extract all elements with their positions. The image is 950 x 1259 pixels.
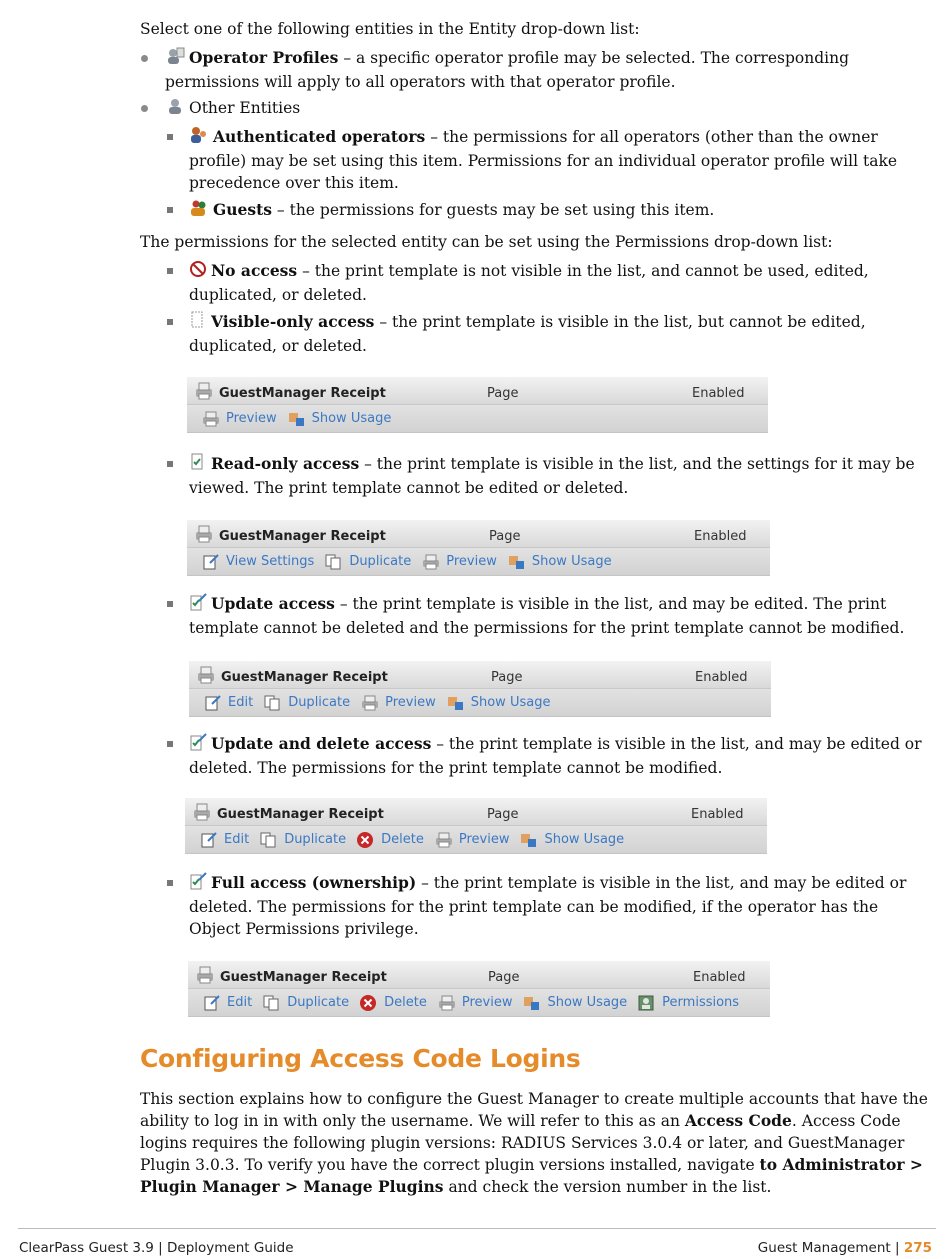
- entity-guests: Guests – the permissions for guests may be set using this item.: [189, 199, 714, 223]
- template-enabled: Enabled: [695, 670, 748, 685]
- permissions-intro: The permissions for the selected entity can be set using the Permissions drop-down list:: [140, 233, 833, 251]
- delete-icon: [359, 994, 379, 1012]
- delete-button[interactable]: Delete: [359, 992, 427, 1014]
- template-enabled: Enabled: [693, 970, 746, 985]
- bullet: [167, 268, 173, 274]
- entity-authenticated-operators: Authenticated operators – the permissions for all operators (other than the owner profile) may be set using this item. Permissions for an individual operator profile will take precedence over this item.: [189, 127, 898, 192]
- update-delete-access-icon: [189, 733, 207, 757]
- view-settings-button[interactable]: View Settings: [201, 551, 314, 573]
- template-enabled: Enabled: [691, 807, 744, 822]
- full-access-icon: [189, 872, 207, 896]
- template-name: GuestManager Receipt: [217, 807, 384, 822]
- template-enabled: Enabled: [694, 529, 747, 544]
- page-number: 275: [903, 1240, 932, 1256]
- bullet: [167, 134, 173, 140]
- template-type: Page: [487, 386, 519, 401]
- bullet: [167, 461, 173, 467]
- preview-icon: [434, 831, 454, 849]
- edit-icon: [202, 994, 222, 1012]
- preview-icon: [360, 694, 380, 712]
- preview-button[interactable]: Preview: [434, 829, 510, 851]
- duplicate-icon: [263, 694, 283, 712]
- show-usage-button[interactable]: Show Usage: [287, 408, 392, 430]
- template-name: GuestManager Receipt: [221, 670, 388, 685]
- permissions-icon: [637, 994, 657, 1012]
- no-access-icon: [189, 260, 207, 284]
- show-usage-icon: [446, 694, 466, 712]
- show-usage-icon: [519, 831, 539, 849]
- preview-button[interactable]: Preview: [421, 551, 497, 573]
- footer-divider: [18, 1228, 936, 1229]
- preview-button[interactable]: Preview: [360, 692, 436, 714]
- bullet: [167, 207, 173, 213]
- duplicate-button[interactable]: Duplicate: [259, 829, 346, 851]
- perm-update: Update access – the print template is visible in the list, and may be edited. The print template cannot be deleted and the permissions for the print template cannot be modified.: [189, 594, 905, 637]
- template-type: Page: [487, 807, 519, 822]
- duplicate-button[interactable]: Duplicate: [263, 692, 350, 714]
- delete-button[interactable]: Delete: [356, 829, 424, 851]
- show-usage-button[interactable]: Show Usage: [507, 551, 612, 573]
- permissions-button[interactable]: Permissions: [637, 992, 739, 1014]
- template-type: Page: [489, 529, 521, 544]
- template-type: Page: [488, 970, 520, 985]
- edit-icon: [203, 694, 223, 712]
- bullet: [167, 601, 173, 607]
- printer-icon: [191, 802, 213, 830]
- duplicate-button[interactable]: Duplicate: [262, 992, 349, 1014]
- bullet: [167, 880, 173, 886]
- bullet: [141, 105, 148, 112]
- show-usage-icon: [507, 553, 527, 571]
- duplicate-button[interactable]: Duplicate: [324, 551, 411, 573]
- template-type: Page: [491, 670, 523, 685]
- edit-icon: [199, 831, 219, 849]
- template-row-update-delete: [185, 798, 767, 854]
- edit-button[interactable]: Edit: [199, 829, 249, 851]
- duplicate-icon: [262, 994, 282, 1012]
- update-access-icon: [189, 593, 207, 617]
- show-usage-button[interactable]: Show Usage: [519, 829, 624, 851]
- printer-icon: [193, 381, 215, 409]
- template-name: GuestManager Receipt: [219, 386, 386, 401]
- printer-icon: [193, 524, 215, 552]
- other-entities-icon: [165, 97, 185, 121]
- template-row-full: [188, 961, 770, 1017]
- visible-only-icon: [189, 311, 207, 335]
- printer-icon: [194, 965, 216, 993]
- template-row-read-only: [187, 520, 770, 576]
- footer-right: Guest Management | 275: [757, 1240, 932, 1256]
- bullet: [167, 319, 173, 325]
- entity-intro: Select one of the following entities in the Entity drop-down list:: [140, 20, 640, 38]
- view-settings-icon: [201, 553, 221, 571]
- read-only-icon: [189, 453, 207, 477]
- template-name: GuestManager Receipt: [220, 970, 387, 985]
- template-name: GuestManager Receipt: [219, 529, 386, 544]
- perm-no-access: No access – the print template is not visible in the list, and cannot be used, edited, duplicated, or deleted.: [189, 261, 869, 304]
- delete-icon: [356, 831, 376, 849]
- show-usage-icon: [287, 410, 307, 428]
- duplicate-icon: [324, 553, 344, 571]
- show-usage-button[interactable]: Show Usage: [522, 992, 627, 1014]
- printer-icon: [195, 665, 217, 693]
- template-enabled: Enabled: [692, 386, 745, 401]
- preview-icon: [201, 410, 221, 428]
- show-usage-icon: [522, 994, 542, 1012]
- operator-profile-icon: [165, 47, 185, 71]
- template-row-update: [189, 661, 771, 717]
- footer-left: ClearPass Guest 3.9 | Deployment Guide: [19, 1240, 294, 1256]
- show-usage-button[interactable]: Show Usage: [446, 692, 551, 714]
- bullet: [167, 741, 173, 747]
- preview-icon: [437, 994, 457, 1012]
- guests-icon: [189, 199, 209, 223]
- preview-button[interactable]: Preview: [201, 408, 277, 430]
- preview-button[interactable]: Preview: [437, 992, 513, 1014]
- section-paragraph: This section explains how to configure the Guest Manager to create multiple accounts that have the ability to log in in with only the username. We will refer to this as an Access Code. Access Code logins requires the following plugin versions: RADIUS Services 3.0.4 or later, and GuestManager Plugin 3.0.3. To verify you have the correct plugin versions installed, navigate to Administrator > Plugin Manager > Manage Plugins and check the version number in the list.: [140, 1090, 928, 1196]
- perm-full: Full access (ownership) – the print template is visible in the list, and may be edited or deleted. The permissions for the print template can be modified, if the operator has the Object Permissions privilege.: [189, 873, 907, 938]
- perm-read-only: Read-only access – the print template is visible in the list, and the settings for it may be viewed. The print template cannot be edited or deleted.: [189, 454, 915, 497]
- template-row-visible-only: [187, 377, 768, 433]
- entity-operator-profiles: Operator Profiles – a specific operator profile may be selected. The corresponding permissions will apply to all operators with that operator profile.: [165, 48, 849, 91]
- bullet: [141, 55, 148, 62]
- authenticated-operators-icon: [189, 126, 209, 150]
- edit-button[interactable]: Edit: [203, 692, 253, 714]
- edit-button[interactable]: Edit: [202, 992, 252, 1014]
- section-heading: Configuring Access Code Logins: [140, 1044, 581, 1073]
- perm-update-delete: Update and delete access – the print template is visible in the list, and may be edited or deleted. The permissions for the print template cannot be modified.: [189, 734, 922, 777]
- preview-icon: [421, 553, 441, 571]
- duplicate-icon: [259, 831, 279, 849]
- perm-visible-only: Visible-only access – the print template is visible in the list, but cannot be edited, duplicated, or deleted.: [189, 312, 866, 355]
- entity-other: Other Entities: [165, 97, 300, 121]
